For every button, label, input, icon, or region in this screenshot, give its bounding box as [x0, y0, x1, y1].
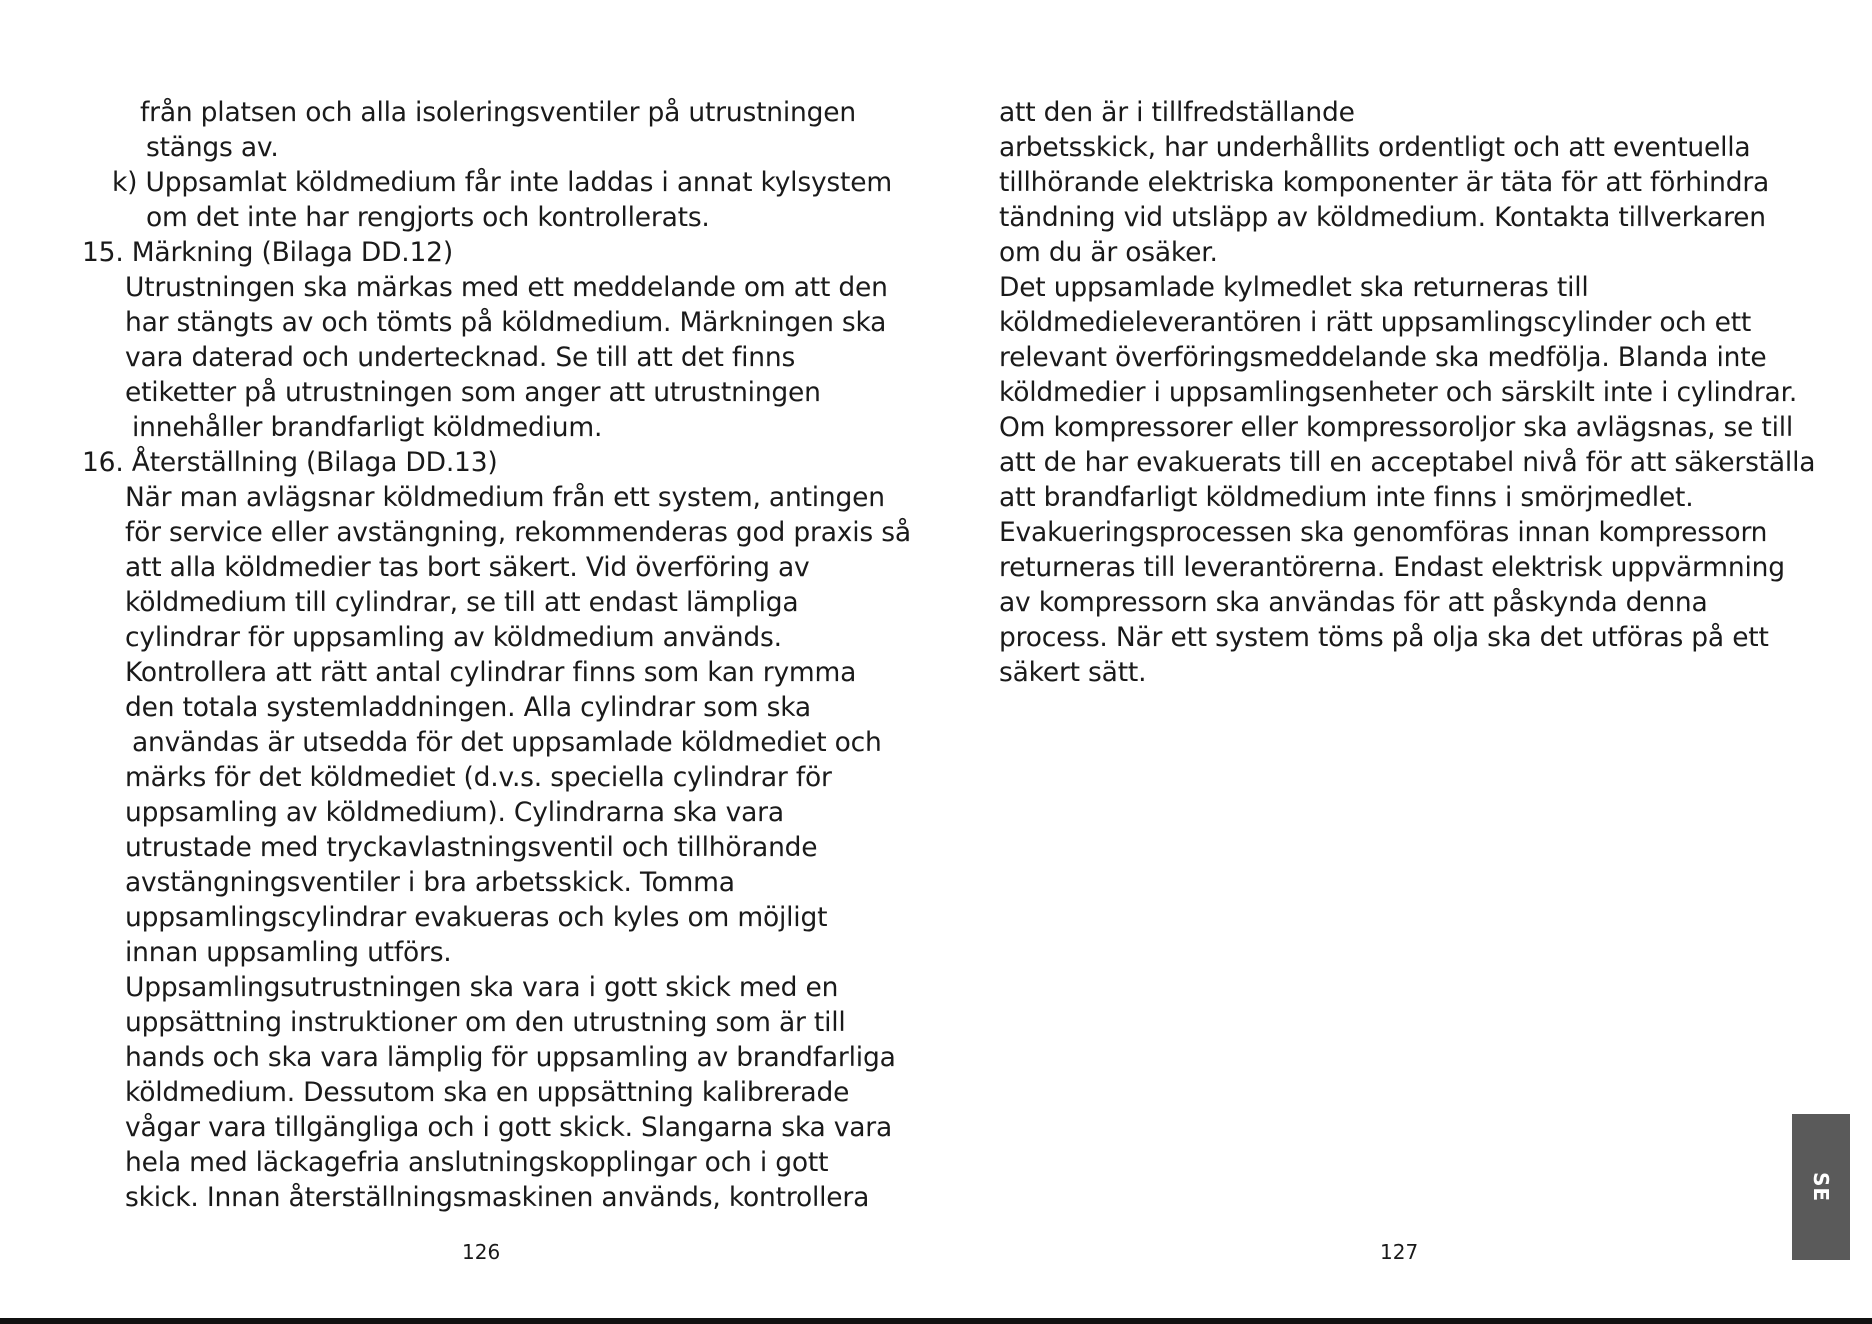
text-line: Om kompressorer eller kompressoroljor ska avlägsnas, se till	[999, 412, 1794, 443]
text-line: märks för det köldmediet (d.v.s. speciella cylindrar för	[125, 762, 832, 793]
text-line: köldmedier i uppsamlingsenheter och särskilt inte i cylindrar.	[999, 377, 1798, 408]
text-line: att den är i tillfredställande	[999, 97, 1355, 128]
text-line: utrustade med tryckavlastningsventil och tillhörande	[125, 832, 818, 863]
text-line: vara daterad och undertecknad. Se till att det finns	[125, 342, 796, 373]
text-line: etiketter på utrustningen som anger att utrustningen	[125, 377, 821, 408]
text-line: cylindrar för uppsamling av köldmedium används.	[125, 622, 782, 653]
text-line: uppsättning instruktioner om den utrustning som är till	[125, 1007, 846, 1038]
text-line: köldmedium till cylindrar, se till att endast lämpliga	[125, 587, 799, 618]
text-line: När man avlägsnar köldmedium från ett system, antingen	[125, 482, 885, 513]
text-line: användas är utsedda för det uppsamlade köldmediet och	[132, 727, 882, 758]
text-line: köldmedium. Dessutom ska en uppsättning kalibrerade	[125, 1077, 850, 1108]
text-line: uppsamlingscylindrar evakueras och kyles om möjligt	[125, 902, 828, 933]
text-line: vågar vara tillgängliga och i gott skick. Slangarna ska vara	[125, 1112, 893, 1143]
text-line: Evakueringsprocessen ska genomföras innan kompressorn	[999, 517, 1768, 548]
text-line: hela med läckagefria anslutningskopplingar och i gott	[125, 1147, 829, 1178]
text-line: skick. Innan återställningsmaskinen används, kontrollera	[125, 1182, 870, 1213]
text-line: att de har evakuerats till en acceptabel nivå för att säkerställa	[999, 447, 1816, 478]
text-line: tändning vid utsläpp av köldmedium. Kontakta tillverkaren	[999, 202, 1766, 233]
language-tab	[1792, 1114, 1850, 1260]
page-number: 127	[1380, 1240, 1419, 1264]
text-line: k) Uppsamlat köldmedium får inte laddas i annat kylsystem	[112, 167, 892, 198]
text-line: om du är osäker.	[999, 237, 1218, 268]
section-heading: 15. Märkning (Bilaga DD.12)	[82, 237, 453, 268]
language-tab-label: SE	[1809, 1171, 1833, 1203]
text-line: av kompressorn ska användas för att påskynda denna	[999, 587, 1708, 618]
text-line: Utrustningen ska märkas med ett meddelande om att den	[125, 272, 888, 303]
text-line: Det uppsamlade kylmedlet ska returneras till	[999, 272, 1589, 303]
text-line: tillhörande elektriska komponenter är täta för att förhindra	[999, 167, 1770, 198]
text-line: avstängningsventiler i bra arbetsskick. Tomma	[125, 867, 735, 898]
text-line: att brandfarligt köldmedium inte finns i smörjmedlet.	[999, 482, 1694, 513]
text-line: innan uppsamling utförs.	[125, 937, 452, 968]
text-line: hands och ska vara lämplig för uppsamling av brandfarliga	[125, 1042, 896, 1073]
text-line: returneras till leverantörerna. Endast elektrisk uppvärmning	[999, 552, 1785, 583]
right-page	[936, 0, 1872, 1324]
section-heading: 16. Återställning (Bilaga DD.13)	[82, 447, 498, 478]
page-number: 126	[462, 1240, 501, 1264]
text-line: Uppsamlingsutrustningen ska vara i gott skick med en	[125, 972, 839, 1003]
text-line: Kontrollera att rätt antal cylindrar finns som kan rymma	[125, 657, 857, 688]
text-line: att alla köldmedier tas bort säkert. Vid överföring av	[125, 552, 810, 583]
text-line: innehåller brandfarligt köldmedium.	[132, 412, 603, 443]
text-line: från platsen och alla isoleringsventiler på utrustningen	[140, 97, 856, 128]
text-line: för service eller avstängning, rekommenderas god praxis så	[125, 517, 911, 548]
text-line: uppsamling av köldmedium). Cylindrarna ska vara	[125, 797, 784, 828]
text-line: process. När ett system töms på olja ska det utföras på ett	[999, 622, 1769, 653]
text-line: den totala systemladdningen. Alla cylindrar som ska	[125, 692, 811, 723]
text-line: relevant överföringsmeddelande ska medfölja. Blanda inte	[999, 342, 1767, 373]
text-line: om det inte har rengjorts och kontrollerats.	[146, 202, 710, 233]
text-line: säkert sätt.	[999, 657, 1147, 688]
text-line: stängs av.	[146, 132, 279, 163]
text-line: köldmedieleverantören i rätt uppsamlingscylinder och ett	[999, 307, 1752, 338]
bottom-rule	[0, 1318, 1872, 1324]
text-line: arbetsskick, har underhållits ordentligt och att eventuella	[999, 132, 1751, 163]
text-line: har stängts av och tömts på köldmedium. Märkningen ska	[125, 307, 887, 338]
